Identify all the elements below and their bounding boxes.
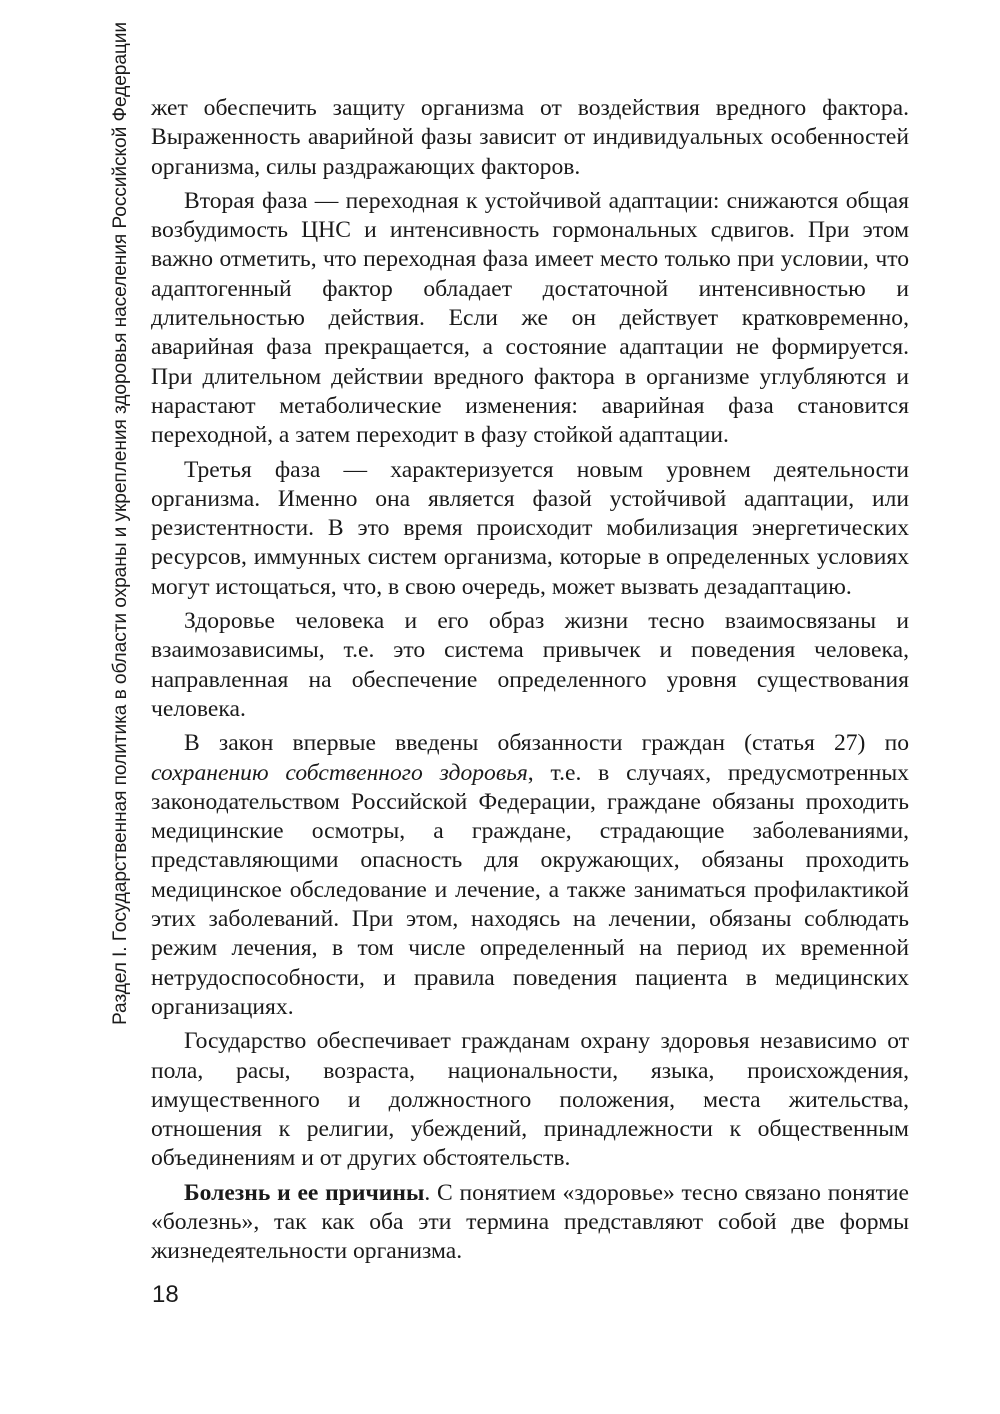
duties-text-end: , т.е. в случаях, предусмотренных законодательством Российской Федерации, граждане обязаны проходить медицинские осмотры, а граждане, страдающие заболеваниями, представляющими опасность для окружающих, обязаны проходить медицинское обследование и лечение, а также заниматься профилактикой этих заболеваний. При этом, находясь на лечении, обязаны соблюдать режим лечения, в том числе определенный на период их временной нетрудоспособности, и правила поведения пациента в медицинских организациях.	[151, 759, 909, 1020]
paragraph-disease	[151, 1179, 909, 1267]
paragraph-third-phase: Третья фаза — характеризуется новым уровнем деятельности организма. Именно она является фазой устойчивой адаптации, или резистентности. В это время происходит мобилизация энергетических ресурсов, иммунных систем организма, которые в определенных условиях могут истощаться, что, в свою очередь, может вызвать дезадаптацию.	[151, 456, 909, 600]
paragraph-second-phase: Вторая фаза — переходная к устойчивой адаптации: снижаются общая возбудимость ЦНС и интенсивность гормональных сдвигов. При этом важно отметить, что переходная фаза имеет место только при условии, что адаптогенный фактор обладает достаточной интенсивностью и длительностью действия. Если же он действует кратковременно, аварийная фаза прекращается, а состояние адаптации не формируется. При длительном действии вредного фактора в организме углубляются и нарастают метаболические изменения: аварийная фаза становится переходной, а затем переходит в фазу стойкой адаптации.	[151, 187, 909, 449]
running-header: Раздел I. Государственная политика в области охраны и укрепления здоровья населения Российской Федерации	[110, 21, 131, 1025]
disease-heading: Болезнь и ее причины	[184, 1179, 425, 1206]
page-number: 18	[152, 1281, 179, 1308]
paragraph-health-lifestyle: Здоровье человека и его образ жизни тесно взаимосвязаны и взаимозависимы, т.е. это система привычек и поведения человека, направленная на обеспечение определенного уровня существования человека.	[151, 608, 909, 722]
paragraph-state-guarantee: Государство обеспечивает гражданам охрану здоровья независимо от пола, расы, возраста, национальности, языка, происхождения, имущественного и должностного положения, места жительства, отношения к религии, убеждений, принадлежности к общественным объединениям и от других обстоятельств.	[151, 1028, 909, 1172]
duties-text-start: В закон впервые введены обязанности граждан (статья 27) по	[184, 730, 909, 757]
paragraph-continuation: жет обеспечить защиту организма от воздействия вредного фактора. Выраженность аварийной фазы зависит от индивидуальных особенностей организма, силы раздражающих факторов.	[151, 95, 909, 180]
body-text	[151, 94, 909, 1267]
disease-text: . С понятием «здоровье» тесно связано понятие «болезнь», так как оба эти термина представляют собой две формы жизнедеятельности организма.	[151, 1179, 910, 1265]
duties-emphasis: сохранению собственного здоровья	[151, 759, 528, 786]
paragraph-citizen-duties	[151, 729, 909, 1022]
